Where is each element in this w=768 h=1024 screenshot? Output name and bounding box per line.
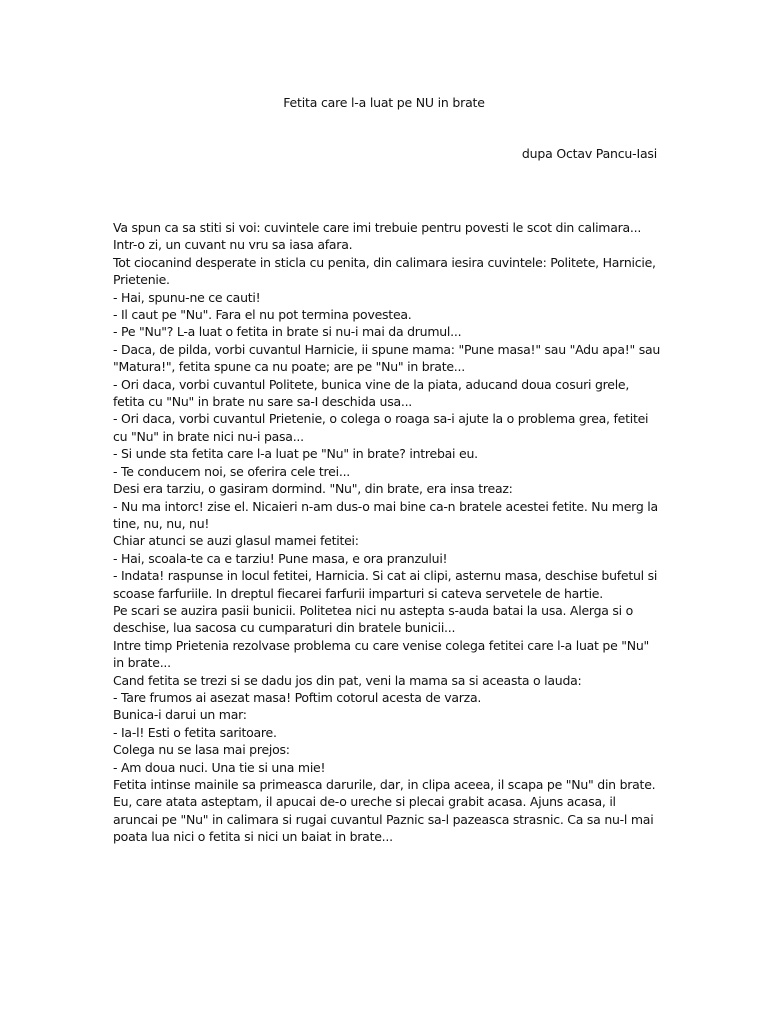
paragraph: Bunica-i darui un mar:	[113, 707, 247, 723]
paragraph: - Si unde sta fetita care l-a luat pe "Nu" in brate? intrebai eu.	[113, 446, 478, 462]
paragraph: Intr-o zi, un cuvant nu vru sa iasa afara.	[113, 237, 353, 253]
paragraph: - Pe "Nu"? L-a luat o fetita in brate si nu-i mai da drumul...	[113, 324, 462, 340]
paragraph: - Il caut pe "Nu". Fara el nu pot termina povestea.	[113, 307, 412, 323]
paragraph: - Ori daca, vorbi cuvantul Prietenie, o colega o roaga sa-i ajute la o problema grea, fetitei cu "Nu" in brate nici nu-i pasa...	[113, 411, 649, 444]
paragraph: - Am doua nuci. Una tie si una mie!	[113, 759, 326, 775]
paragraph: Cand fetita se trezi si se dadu jos din pat, veni la mama sa si aceasta o lauda:	[113, 672, 582, 688]
author-line: dupa Octav Pancu-Iasi	[521, 146, 657, 161]
paragraph: Va spun ca sa stiti si voi: cuvintele care imi trebuie pentru povesti le scot din calimara...	[113, 220, 642, 235]
paragraph: Colega nu se lasa mai prejos:	[113, 742, 290, 758]
paragraph: Fetita intinse mainile sa primeasca darurile, dar, in clipa aceea, il scapa pe "Nu" din brate.	[113, 777, 656, 792]
document-title: Fetita care l-a luat pe NU in brate	[283, 95, 485, 110]
paragraph: Tot ciocanind desperate in sticla cu penita, din calimara iesira cuvintele: Politete, Harnicie, Prietenie.	[113, 254, 656, 288]
paragraph: - Ori daca, vorbi cuvantul Politete, bunica vine de la piata, aducand doua cosuri grele, fetita cu "Nu" in brate nu sare sa-I deschida usa...	[113, 376, 630, 410]
paragraph: Eu, care atata asteptam, il apucai de-o ureche si plecai grabit acasa. Ajuns acasa, il aruncai pe "Nu" in calimara si rugai cuvantul Paznic sa-l pazeasca strasnic. Ca sa nu-l mai poata lua nici o fetita si nici un baiat in brate...	[113, 794, 654, 845]
paragraph: - Te conducem noi, se oferira cele trei...	[113, 463, 351, 479]
paragraph: Intre timp Prietenia rezolvase problema cu care venise colega fetitei care l-a luat pe "Nu" in brate...	[113, 637, 650, 671]
paragraph: - Indata! raspunse in locul fetitei, Harnicia. Si cat ai clipi, asternu masa, deschise bufetul si scoase farfuriile. In dreptul fiecarei farfurii imparturi si cateva servetele de hartie.	[113, 568, 658, 601]
paragraph: - Nu ma intorc! zise el. Nicaieri n-am dus-o mai bine ca-n bratele acestei fetite. Nu merg la tine, nu, nu, nu!	[113, 498, 658, 531]
paragraph: - Hai, scoala-te ca e tarziu! Pune masa, e ora pranzului!	[113, 550, 448, 566]
paragraph: Desi era tarziu, o gasiram dormind. "Nu", din brate, era insa treaz:	[113, 481, 513, 497]
paragraph: - Tare frumos ai asezat masa! Poftim cotorul acesta de varza.	[113, 689, 482, 705]
paragraph: Pe scari se auzira pasii bunicii. Politetea nici nu astepta s-auda batai la usa. Alerga si o deschise, lua sacosa cu cumparaturi din bratele bunicii...	[113, 602, 633, 636]
paragraph: - Hai, spunu-ne ce cauti!	[113, 289, 261, 305]
story-body	[113, 219, 663, 846]
paragraph: Chiar atunci se auzi glasul mamei fetitei:	[113, 533, 359, 549]
paragraph: - Ia-l! Esti o fetita saritoare.	[113, 724, 277, 740]
paragraph: - Daca, de pilda, vorbi cuvantul Harnicie, ii spune mama: "Pune masa!" sau "Adu apa!" sau "Matura!", fetita spune ca nu poate; are pe "Nu" in brate...	[113, 341, 661, 375]
